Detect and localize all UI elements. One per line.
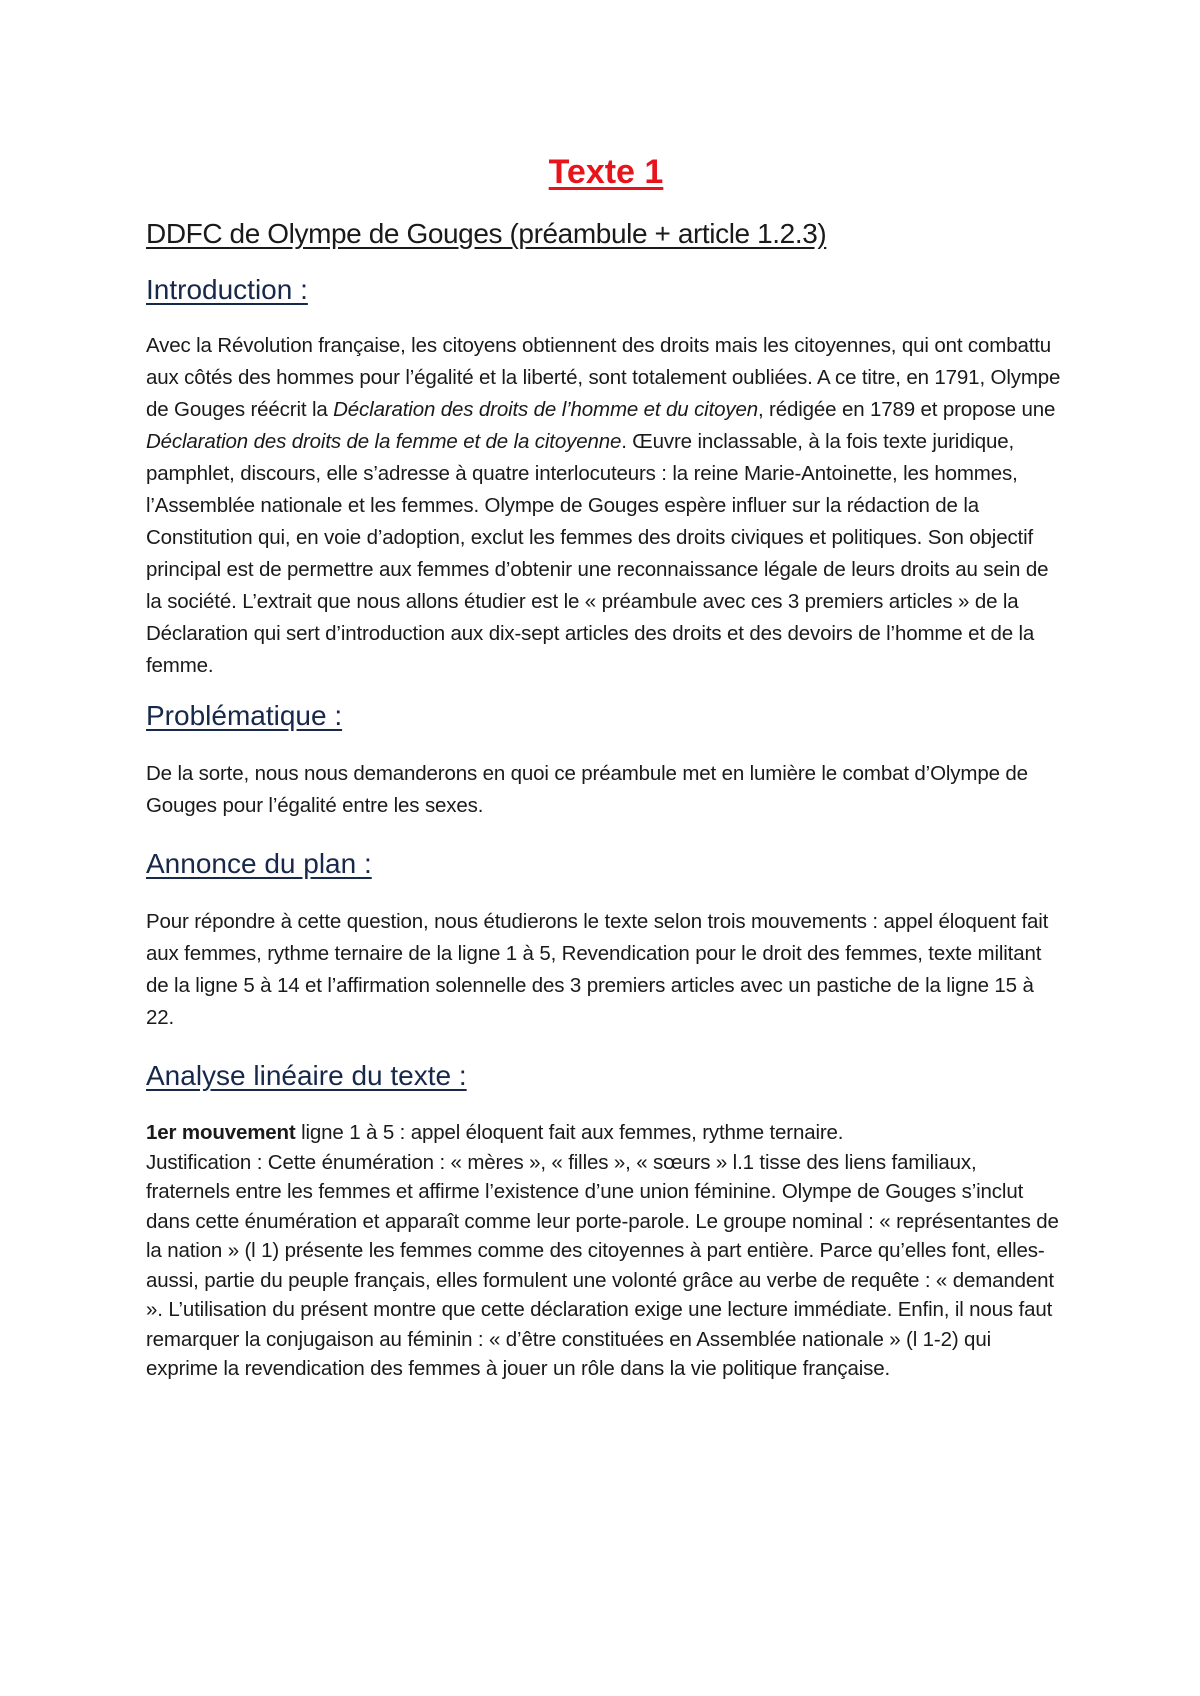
introduction-paragraph <box>146 330 1066 682</box>
analyse-movement-line <box>146 1118 1066 1148</box>
document-page <box>146 150 1066 1384</box>
introduction-italic-ddhc: Déclaration des droits de l’homme et du citoyen <box>333 398 758 421</box>
introduction-text-3: . Œuvre inclassable, à la fois texte juridique, pamphlet, discours, elle s’adresse à quatre interlocuteurs : la reine Marie-Antoinette, les hommes, l’Assemblée nationale et les femmes. Olympe de Gouges espère influer sur la rédaction de la Constitution qui, en voie d’adoption, exclut les femmes des droits civiques et politiques. Son objectif principal est de permettre aux femmes d’obtenir une reconnaissance légale de leurs droits au sein de la société. L’extrait que nous allons étudier est le « préambule avec ces 3 premiers articles » de la Déclaration qui sert d’introduction aux dix-sept articles des droits et des devoirs de l’homme et de la femme. <box>146 430 1049 677</box>
analyse-justification-paragraph <box>146 1148 1066 1384</box>
justification-label: Justification : <box>146 1150 263 1174</box>
introduction-text-2: , rédigée en 1789 et propose une <box>757 398 1056 421</box>
document-subtitle: DDFC de Olympe de Gouges (préambule + article 1.2.3) <box>146 218 827 249</box>
movement-label: 1er mouvement <box>146 1121 296 1144</box>
movement-text: ligne 1 à 5 : appel éloquent fait aux femmes, rythme ternaire. <box>295 1121 844 1144</box>
problematique-heading: Problématique : <box>146 700 343 731</box>
introduction-text-1: Avec la Révolution française, les citoyens obtiennent des droits mais les citoyennes, qui ont combattu aux côtés des hommes pour l’égalité et la liberté, sont totalement oubliées. A ce titre, en 1791, Olympe de Gouges réécrit la <box>146 334 1061 421</box>
introduction-italic-ddfc: Déclaration des droits de la femme et de la citoyenne <box>146 430 622 453</box>
plan-heading: Annonce du plan : <box>146 848 372 879</box>
analyse-heading: Analyse linéaire du texte : <box>146 1060 467 1091</box>
document-title: Texte 1 <box>548 153 664 191</box>
justification-text: Cette énumération : « mères », « filles », « sœurs » l.1 tisse des liens familiaux, fraternels entre les femmes et affirme l’existence d’une union féminine. Olympe de Gouges s’inclut dans cette énumération et apparaît comme leur porte-parole. Le groupe nominal : « représentantes de la nation » (l 1) présente les femmes comme des citoyennes à part entière. Parce qu’elles font, elles-aussi, partie du peuple français, elles formulent une volonté grâce au verbe de requête : « demandent ». L’utilisation du présent montre que cette déclaration exige une lecture immédiate. Enfin, il nous faut remarquer la conjugaison au féminin : « d’être constituées en Assemblée nationale » (l 1-2) qui exprime la revendication des femmes à jouer un rôle dans la vie politique française. <box>146 1150 1059 1380</box>
introduction-heading: Introduction : <box>146 274 308 305</box>
plan-paragraph: Pour répondre à cette question, nous étudierons le texte selon trois mouvements : appel éloquent fait aux femmes, rythme ternaire de la ligne 1 à 5, Revendication pour le droit des femmes, texte militant de la ligne 5 à 14 et l’affirmation solennelle des 3 premiers articles avec un pastiche de la ligne 15 à 22. <box>146 910 1049 1029</box>
problematique-paragraph: De la sorte, nous nous demanderons en quoi ce préambule met en lumière le combat d’Olympe de Gouges pour l’égalité entre les sexes. <box>146 762 1028 817</box>
